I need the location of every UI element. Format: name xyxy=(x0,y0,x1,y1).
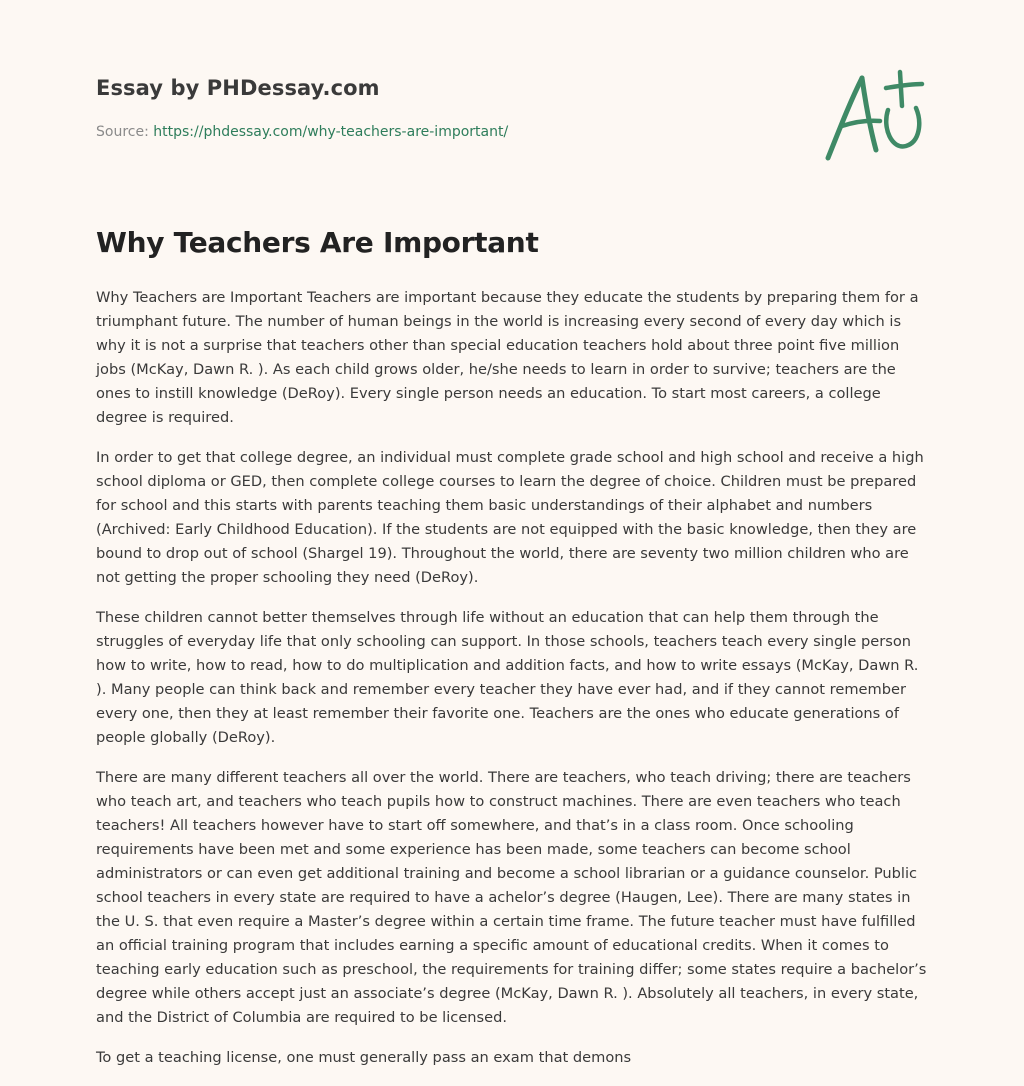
brand-title: Essay by PHDessay.com xyxy=(96,76,380,100)
essay-paragraph: In order to get that college degree, an individual must complete grade school and high school and receive a high school diploma or GED, then complete college courses to learn the degree of choice. Children must be prepared for school and this starts with parents teaching them basic understandings of their alphabet and numbers (Archived: Early Childhood Education). If the students are not equipped with the basic knowledge, then they are bound to drop out of school (Shargel 19). Throughout the world, there are seventy two million children who are not getting the proper schooling they need (DeRoy). xyxy=(96,449,924,586)
source-link[interactable]: https://phdessay.com/why-teachers-are-important/ xyxy=(153,124,509,140)
essay-paragraph: These children cannot better themselves through life without an education that can help them through the struggles of everyday life that only schooling can support. In those schools, teachers teach every single person how to write, how to read, how to do multiplication and addition facts, and how to write essays (McKay, Dawn R. ). Many people can think back and remember every teacher they have ever had, and if they cannot remember every one, then they at least remember their favorite one. Teachers are the ones who educate generations of people globally (DeRoy). xyxy=(96,609,919,746)
essay-title: Why Teachers Are Important xyxy=(96,226,539,259)
essay-paragraph: There are many different teachers all over the world. There are teachers, who teach driving; there are teachers who teach art, and teachers who teach pupils how to construct machines. There are even teachers who teach teachers! All teachers however have to start off somewhere, and that’s in a class room. Once schooling requirements have been met and some experience has been made, some teachers can become school administrators or can even get additional training and become a school librarian or a guidance counselor. Public school teachers in every state are required to have a achelor’s degree (Haugen, Lee). There are many states in the U. S. that even require a Master’s degree within a certain time frame. The future teacher must have fulfilled an official training program that includes earning a specific amount of educational credits. When it comes to teaching early education such as preschool, the requirements for training differ; some states require a bachelor’s degree while others accept just an associate’s degree (McKay, Dawn R. ). Absolutely all teachers, in every state, and the District of Columbia are required to be licensed. xyxy=(96,769,927,1026)
essay-paragraph: To get a teaching license, one must generally pass an exam that demons xyxy=(96,1049,632,1066)
document-header xyxy=(96,76,796,140)
essay-paragraph: Why Teachers are Important Teachers are important because they educate the students by preparing them for a triumphant future. The number of human beings in the world is increasing every second of every day which is why it is not a surprise that teachers other than special education teachers hold about three point five million jobs (McKay, Dawn R. ). As each child grows older, he/she needs to learn in order to survive; teachers are the ones to instill knowledge (DeRoy). Every single person needs an education. To start most careers, a college degree is required. xyxy=(96,289,919,426)
a-plus-logo-icon xyxy=(818,66,930,166)
source-line xyxy=(96,124,796,140)
essay-body xyxy=(96,286,930,1086)
source-label: Source: xyxy=(96,124,154,140)
